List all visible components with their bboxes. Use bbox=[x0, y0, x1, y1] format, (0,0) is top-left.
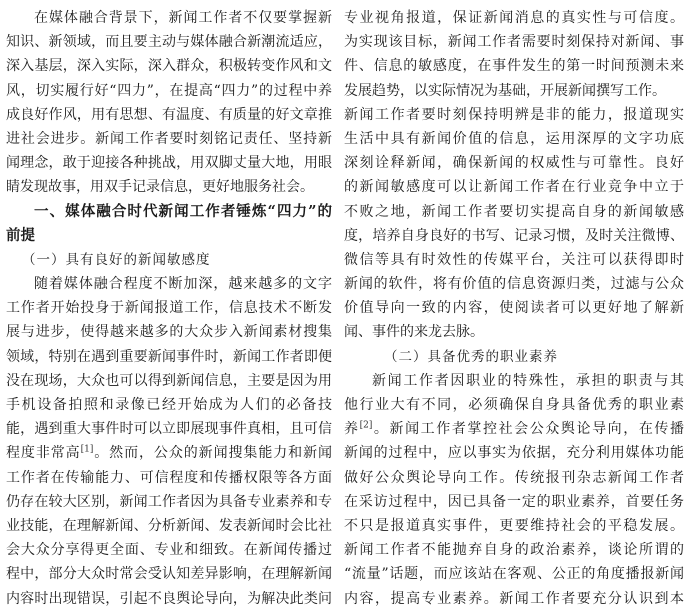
line-text: 前提 bbox=[6, 226, 35, 244]
line-text: 他行业大有不同，必须确保自身具备优秀的职业素 bbox=[344, 397, 684, 413]
text-line bbox=[6, 54, 332, 78]
line-text: 没在现场，大众也可以得到新闻信息，主要是因为用 bbox=[6, 372, 332, 389]
line-text: 不只是报道真实事件，更要维持社会的平稳发展。 bbox=[344, 517, 684, 534]
text-line bbox=[6, 127, 332, 151]
line-text-continued: 。然而，公众的新闻搜集能力和新闻 bbox=[93, 445, 332, 462]
line-text: 为实现该目标，新闻工作者需要时刻保持对新闻、事 bbox=[344, 34, 684, 51]
text-line bbox=[344, 393, 684, 417]
line-text: 领域，特别在遇到重要新闻事件时，新闻工作者即便 bbox=[6, 348, 332, 365]
line-text: 在采访过程中，因已具备一定的职业素养，首要任务 bbox=[344, 493, 684, 510]
line-text: 件、信息的敏感度，在事件发生的第一时间预测未来 bbox=[344, 58, 684, 75]
text-line bbox=[344, 587, 684, 611]
line-text: 新闻工作者因职业的特殊性，承担的职责与其 bbox=[372, 372, 684, 389]
line-text: 度，培养自身良好的书写、记录习惯，及时关注微博、 bbox=[344, 227, 684, 244]
line-text: 工作者开始投身于新闻报道工作，信息技术不断发 bbox=[6, 300, 332, 317]
text-line bbox=[6, 393, 332, 417]
text-line bbox=[344, 562, 684, 586]
line-text: 程中，部分大众时常会受认知差异影响，在理解新闻 bbox=[6, 566, 332, 583]
line-text: 新闻工作者不能抛弃自身的政治素养，谈论所谓的 bbox=[344, 542, 684, 559]
text-line bbox=[344, 175, 684, 199]
line-text: 会大众分享得更全面、专业和细致。在新闻传播过 bbox=[6, 542, 332, 559]
text-line bbox=[344, 296, 684, 320]
text-line bbox=[6, 30, 332, 54]
line-text: 在媒体融合背景下，新闻工作者不仅要掌握新 bbox=[34, 10, 332, 26]
subsection-heading-line bbox=[344, 345, 684, 369]
line-text: 进社会进步。新闻工作者要时刻铭记责任、坚持新 bbox=[6, 130, 332, 147]
text-line bbox=[6, 6, 332, 30]
line-text: （一）具有良好的新闻敏感度 bbox=[22, 251, 211, 268]
text-line bbox=[6, 441, 332, 465]
text-line bbox=[6, 345, 332, 369]
text-line bbox=[6, 175, 332, 199]
line-text: 仍存在较大区别，新闻工作者因为具备专业素养和专 bbox=[6, 493, 332, 510]
line-text: 内容，提高专业素养。新闻工作者要充分认识到本 bbox=[344, 590, 684, 607]
text-line bbox=[6, 587, 332, 611]
line-text: 深入基层，深入实际，深入群众，积极转变作风和文 bbox=[6, 58, 332, 75]
text-line bbox=[344, 417, 684, 441]
text-line bbox=[344, 369, 684, 393]
line-text: 能，遇到重大事件时可以立即展现事件真相，且可信 bbox=[6, 421, 332, 438]
text-line bbox=[344, 30, 684, 54]
text-line bbox=[344, 54, 684, 78]
line-text: 发展趋势，以实际情况为基础，开展新闻撰写工作。 bbox=[344, 82, 666, 99]
text-line bbox=[344, 538, 684, 562]
line-text: 新闻的软件，将有价值的信息资源归类，过滤与公众 bbox=[344, 276, 684, 293]
line-text: 价值导向一致的内容，使阅读者可以更好地了解新 bbox=[344, 300, 684, 317]
subsection-heading-line bbox=[6, 248, 332, 272]
line-text: 业技能，在理解新闻、分析新闻、发表新闻时会比社 bbox=[6, 517, 332, 534]
left-column bbox=[6, 6, 332, 611]
line-text: 新闻工作者要时刻保持明辨是非的能力，报道现实 bbox=[344, 106, 684, 123]
text-line bbox=[344, 272, 684, 296]
line-text: 风，切实履行好“四力”，在提高“四力”的过程中养 bbox=[6, 82, 332, 99]
text-line bbox=[6, 79, 332, 103]
text-line bbox=[6, 417, 332, 441]
text-line bbox=[344, 79, 684, 103]
line-text: 新闻的过程中，应以事实为依据，充分利用媒体功能 bbox=[344, 445, 684, 462]
text-line bbox=[6, 296, 332, 320]
text-line bbox=[344, 320, 684, 344]
line-text: 手机设备拍照和录像已经开始成为人们的必备技 bbox=[6, 397, 332, 413]
line-text: 内容时出现错误，引起不良舆论导向，为解决此类问 bbox=[6, 590, 332, 607]
text-line bbox=[6, 466, 332, 490]
text-line bbox=[6, 151, 332, 175]
text-line bbox=[344, 490, 684, 514]
citation-marker: [2] bbox=[359, 420, 373, 431]
text-line bbox=[6, 103, 332, 127]
line-text: 一、媒体融合时代新闻工作者锤炼“四力”的 bbox=[34, 202, 332, 220]
text-line bbox=[344, 200, 684, 224]
text-line bbox=[6, 538, 332, 562]
text-line bbox=[6, 514, 332, 538]
line-text: 成良好作风，用有思想、有温度、有质量的好文章推 bbox=[6, 106, 332, 123]
line-text: 不败之地，新闻工作者要切实提高自身的新闻敏感 bbox=[344, 203, 684, 220]
section-heading-line bbox=[6, 200, 332, 224]
line-text: 养 bbox=[344, 421, 360, 438]
text-line bbox=[344, 514, 684, 538]
line-text: 微信等具有时效性的传媒平台，关注可以获得即时 bbox=[344, 251, 684, 268]
line-text: 睛发现故事，用双手记录信息，更好地服务社会。 bbox=[6, 179, 314, 196]
text-line bbox=[344, 151, 684, 175]
text-line bbox=[344, 127, 684, 151]
text-line bbox=[344, 466, 684, 490]
text-line bbox=[344, 103, 684, 127]
citation-marker: [1] bbox=[80, 444, 94, 455]
line-text: “流量”话题，而应该站在客观、公正的角度播报新闻 bbox=[344, 566, 684, 583]
line-text: 工作者在传输能力、可信程度和传播权限等各方面 bbox=[6, 469, 332, 486]
line-text: 生活中具有新闻价值的信息，运用深厚的文字功底 bbox=[344, 130, 684, 147]
line-text: （二）具备优秀的职业素养 bbox=[384, 348, 558, 365]
line-text: 闻理念，敢于迎接各种挑战，用双脚丈量大地，用眼 bbox=[6, 155, 332, 172]
text-line bbox=[6, 272, 332, 296]
line-text: 深刻诠释新闻，确保新闻的权威性与可靠性。良好 bbox=[344, 155, 684, 172]
text-line bbox=[344, 248, 684, 272]
line-text: 随着媒体融合程度不断加深，越来越多的文字 bbox=[34, 276, 332, 293]
line-text: 程度非常高 bbox=[6, 445, 81, 462]
text-line bbox=[6, 369, 332, 393]
text-line bbox=[6, 562, 332, 586]
line-text: 专业视角报道，保证新闻消息的真实性与可信度。 bbox=[344, 10, 684, 26]
line-text: 闻、事件的来龙去脉。 bbox=[344, 324, 484, 341]
text-line bbox=[344, 441, 684, 465]
text-line bbox=[6, 490, 332, 514]
text-line bbox=[344, 224, 684, 248]
text-line bbox=[6, 320, 332, 344]
text-line bbox=[344, 6, 684, 30]
line-text: 的新闻敏感度可以让新闻工作者在行业竞争中立于 bbox=[344, 179, 684, 196]
line-text: 知识、新领域，而且要主动与媒体融合新潮流适应， bbox=[6, 34, 332, 51]
line-text: 展与进步，使得越来越多的大众步入新闻素材搜集 bbox=[6, 324, 332, 341]
line-text: 做好公众舆论导向工作。传统报刊杂志新闻工作者 bbox=[344, 469, 684, 486]
section-heading-line bbox=[6, 224, 332, 248]
line-text-continued: 。新闻工作者掌控社会公众舆论导向，在传播 bbox=[372, 421, 684, 438]
right-column bbox=[344, 6, 684, 611]
